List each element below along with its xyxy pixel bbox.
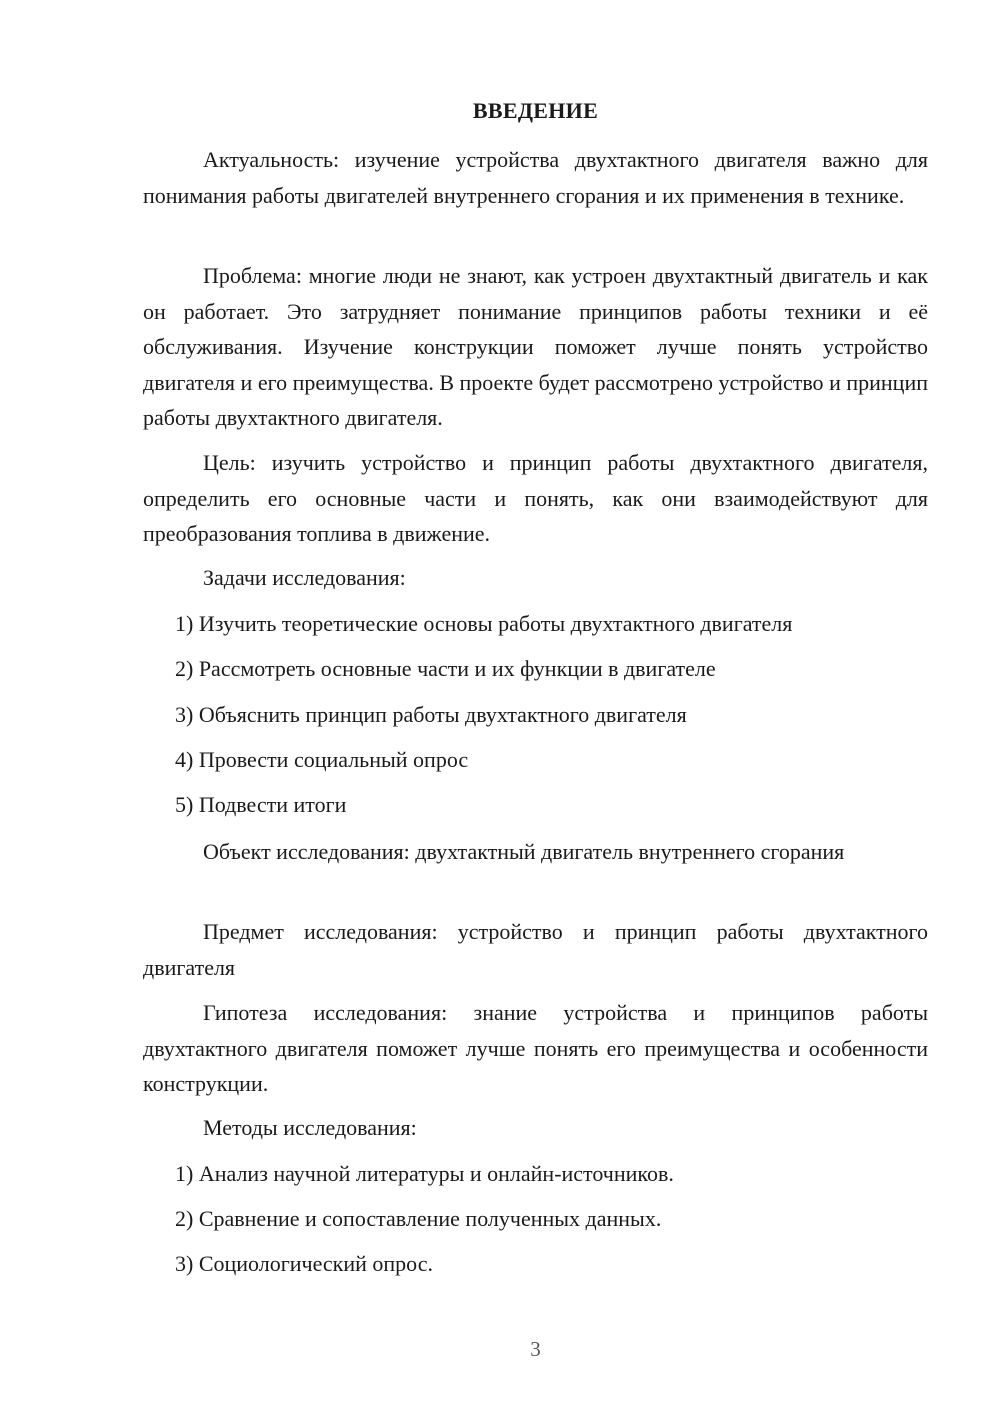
task-item: 1) Изучить теоретические основы работы двухтактного двигателя: [175, 611, 793, 636]
task-item: 3) Объяснить принцип работы двухтактного двигателя: [175, 702, 687, 727]
task-item: 5) Подвести итоги: [175, 792, 347, 817]
hypothesis-paragraph: Гипотеза исследования: знание устройства и принципов работы двухтактного двигателя поможет лучше понять его преимущества и особенности конструкции.: [143, 1000, 928, 1096]
method-item: 2) Сравнение и сопоставление полученных данных.: [175, 1206, 662, 1231]
relevance-paragraph: Актуальность: изучение устройства двухтактного двигателя важно для понимания работы двигателей внутреннего сгорания и их применения в технике.: [143, 147, 928, 208]
method-item: 3) Социологический опрос.: [175, 1251, 433, 1276]
goal-paragraph: Цель: изучить устройство и принцип работы двухтактного двигателя, определить его основные части и понять, как они взаимодействуют для преобразования топлива в движение.: [143, 450, 928, 546]
object-paragraph: Объект исследования: двухтактный двигатель внутреннего сгорания: [203, 839, 845, 864]
methods-heading: Методы исследования:: [203, 1115, 417, 1140]
tasks-heading: Задачи исследования:: [203, 565, 406, 590]
section-title: ВВЕДЕНИЕ: [472, 98, 599, 123]
problem-paragraph: Проблема: многие люди не знают, как устроен двухтактный двигатель и как он работает. Это затрудняет понимание принципов работы техники и её обслуживания. Изучение конструкции поможет лучше понять устройство двигателя и его преимущества. В проекте будет рассмотрено устройство и принцип работы двухтактного двигателя.: [143, 263, 928, 430]
method-item: 1) Анализ научной литературы и онлайн-источников.: [175, 1161, 674, 1186]
task-item: 2) Рассмотреть основные части и их функции в двигателе: [175, 656, 716, 681]
page-number: 3: [530, 1337, 541, 1361]
task-item: 4) Провести социальный опрос: [175, 747, 469, 772]
document-page: [143, 0, 928, 1414]
subject-paragraph: Предмет исследования: устройство и принцип работы двухтактного двигателя: [143, 919, 928, 980]
